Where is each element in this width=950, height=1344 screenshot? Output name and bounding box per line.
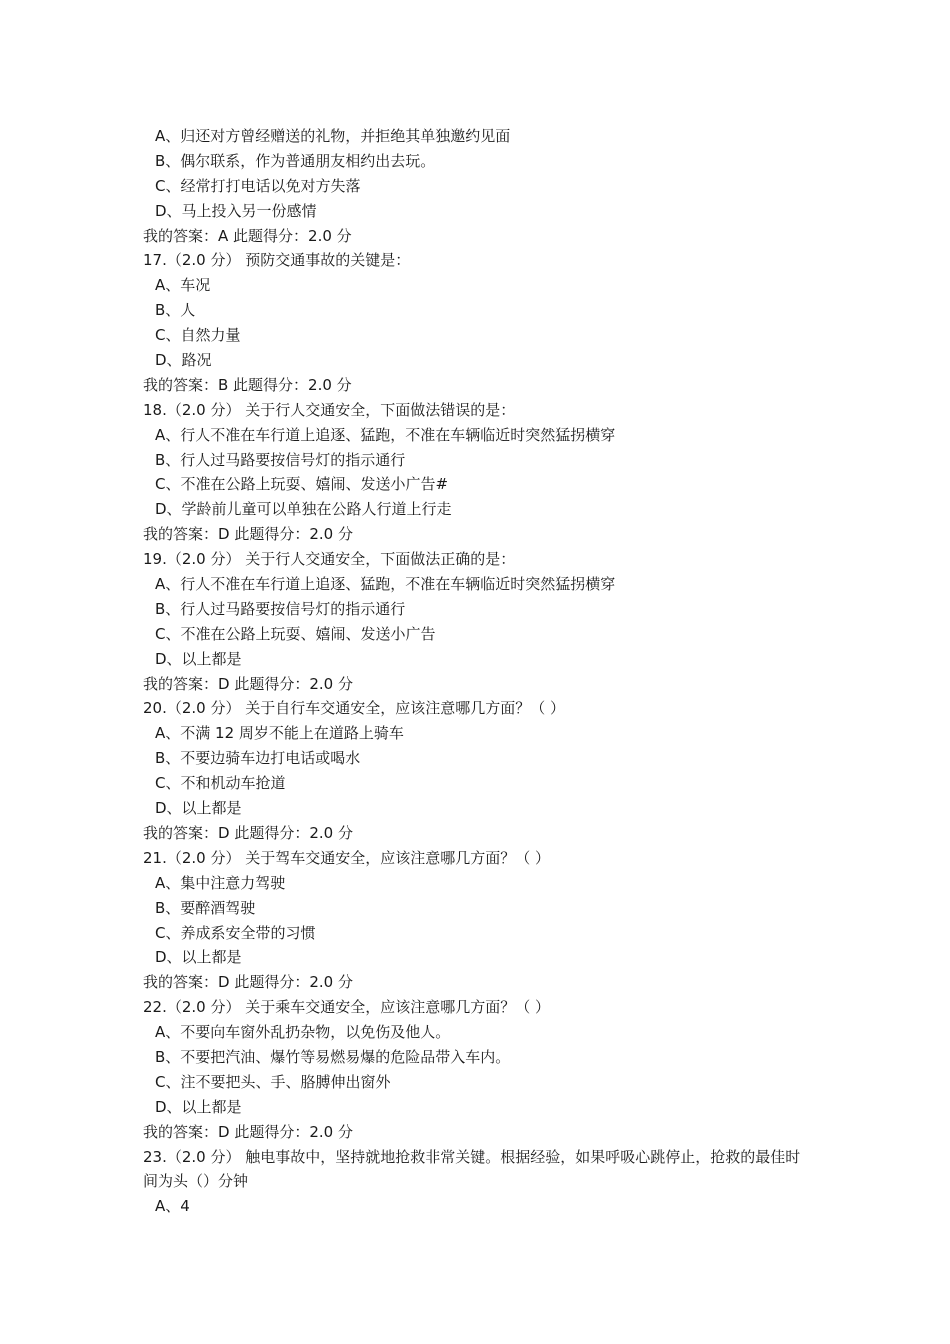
answer-option: A、车况 <box>155 276 211 295</box>
answer-option: A、行人不准在车行道上追逐、猛跑，不准在车辆临近时突然猛拐横穿 <box>155 575 616 594</box>
answer-option: C、不和机动车抢道 <box>155 774 286 793</box>
answer-option: A、行人不准在车行道上追逐、猛跑，不准在车辆临近时突然猛拐横穿 <box>155 425 616 444</box>
my-answer-line: 我的答案：D 此题得分：2.0 分 <box>143 1122 353 1141</box>
answer-option: D、学龄前儿童可以单独在公路人行道上行走 <box>155 500 452 519</box>
answer-option: B、不要边骑车边打电话或喝水 <box>155 749 361 768</box>
my-answer-line: 我的答案：B 此题得分：2.0 分 <box>143 375 352 394</box>
my-answer-line: 我的答案：D 此题得分：2.0 分 <box>143 973 353 992</box>
my-answer-line: 我的答案：D 此题得分：2.0 分 <box>143 674 353 693</box>
answer-option: D、以上都是 <box>155 948 242 967</box>
answer-option: D、马上投入另一份感情 <box>155 201 317 220</box>
answer-option: A、归还对方曾经赠送的礼物，并拒绝其单独邀约见面 <box>155 127 511 145</box>
question-line: 19.（2.0 分） 关于行人交通安全，下面做法正确的是： <box>143 550 516 569</box>
answer-option: D、路况 <box>155 351 212 370</box>
my-answer-line: 我的答案：D 此题得分：2.0 分 <box>143 525 353 544</box>
my-answer-line: 我的答案：A 此题得分：2.0 分 <box>143 226 352 245</box>
question-line: 20.（2.0 分） 关于自行车交通安全，应该注意哪几方面？（ ） <box>143 699 566 718</box>
answer-option: D、以上都是 <box>155 1097 242 1116</box>
question-line: 22.（2.0 分） 关于乘车交通安全，应该注意哪几方面？（ ） <box>143 998 551 1017</box>
answer-option: B、行人过马路要按信号灯的指示通行 <box>155 599 406 618</box>
answer-option: B、偶尔联系，作为普通朋友相约出去玩。 <box>155 151 436 170</box>
answer-option: A、集中注意力驾驶 <box>155 873 286 892</box>
answer-option: C、不准在公路上玩耍、嬉闹、发送小广告# <box>155 475 449 494</box>
answer-option: B、人 <box>155 301 196 320</box>
answer-option: A、4 <box>155 1197 190 1216</box>
question-line: 21.（2.0 分） 关于驾车交通安全，应该注意哪几方面？（ ） <box>143 848 551 867</box>
answer-option: C、养成系安全带的习惯 <box>155 923 316 942</box>
answer-option: C、经常打打电话以免对方失落 <box>155 176 361 195</box>
answer-option: D、以上都是 <box>155 649 242 668</box>
quiz-content <box>143 124 813 1219</box>
answer-option: A、不要向车窗外乱扔杂物，以免伤及他人。 <box>155 1023 451 1042</box>
answer-option: A、不满 12 周岁不能上在道路上骑车 <box>155 724 404 743</box>
answer-option: D、以上都是 <box>155 799 242 818</box>
question-line: 23.（2.0 分） 触电事故中，坚持就地抢救非常关键。根据经验，如果呼吸心跳停止，抢救的最佳时间为头（）分钟 <box>143 1147 801 1191</box>
answer-option: C、不准在公路上玩耍、嬉闹、发送小广告 <box>155 624 436 643</box>
my-answer-line: 我的答案：D 此题得分：2.0 分 <box>143 823 353 842</box>
question-line: 18.（2.0 分） 关于行人交通安全，下面做法错误的是： <box>143 400 516 419</box>
answer-option: C、自然力量 <box>155 326 241 345</box>
question-line: 17.（2.0 分） 预防交通事故的关键是： <box>143 251 411 270</box>
answer-option: C、注不要把头、手、胳膊伸出窗外 <box>155 1072 391 1091</box>
answer-option: B、要醉酒驾驶 <box>155 898 256 917</box>
answer-option: B、行人过马路要按信号灯的指示通行 <box>155 450 406 469</box>
answer-option: B、不要把汽油、爆竹等易燃易爆的危险品带入车内。 <box>155 1047 511 1066</box>
